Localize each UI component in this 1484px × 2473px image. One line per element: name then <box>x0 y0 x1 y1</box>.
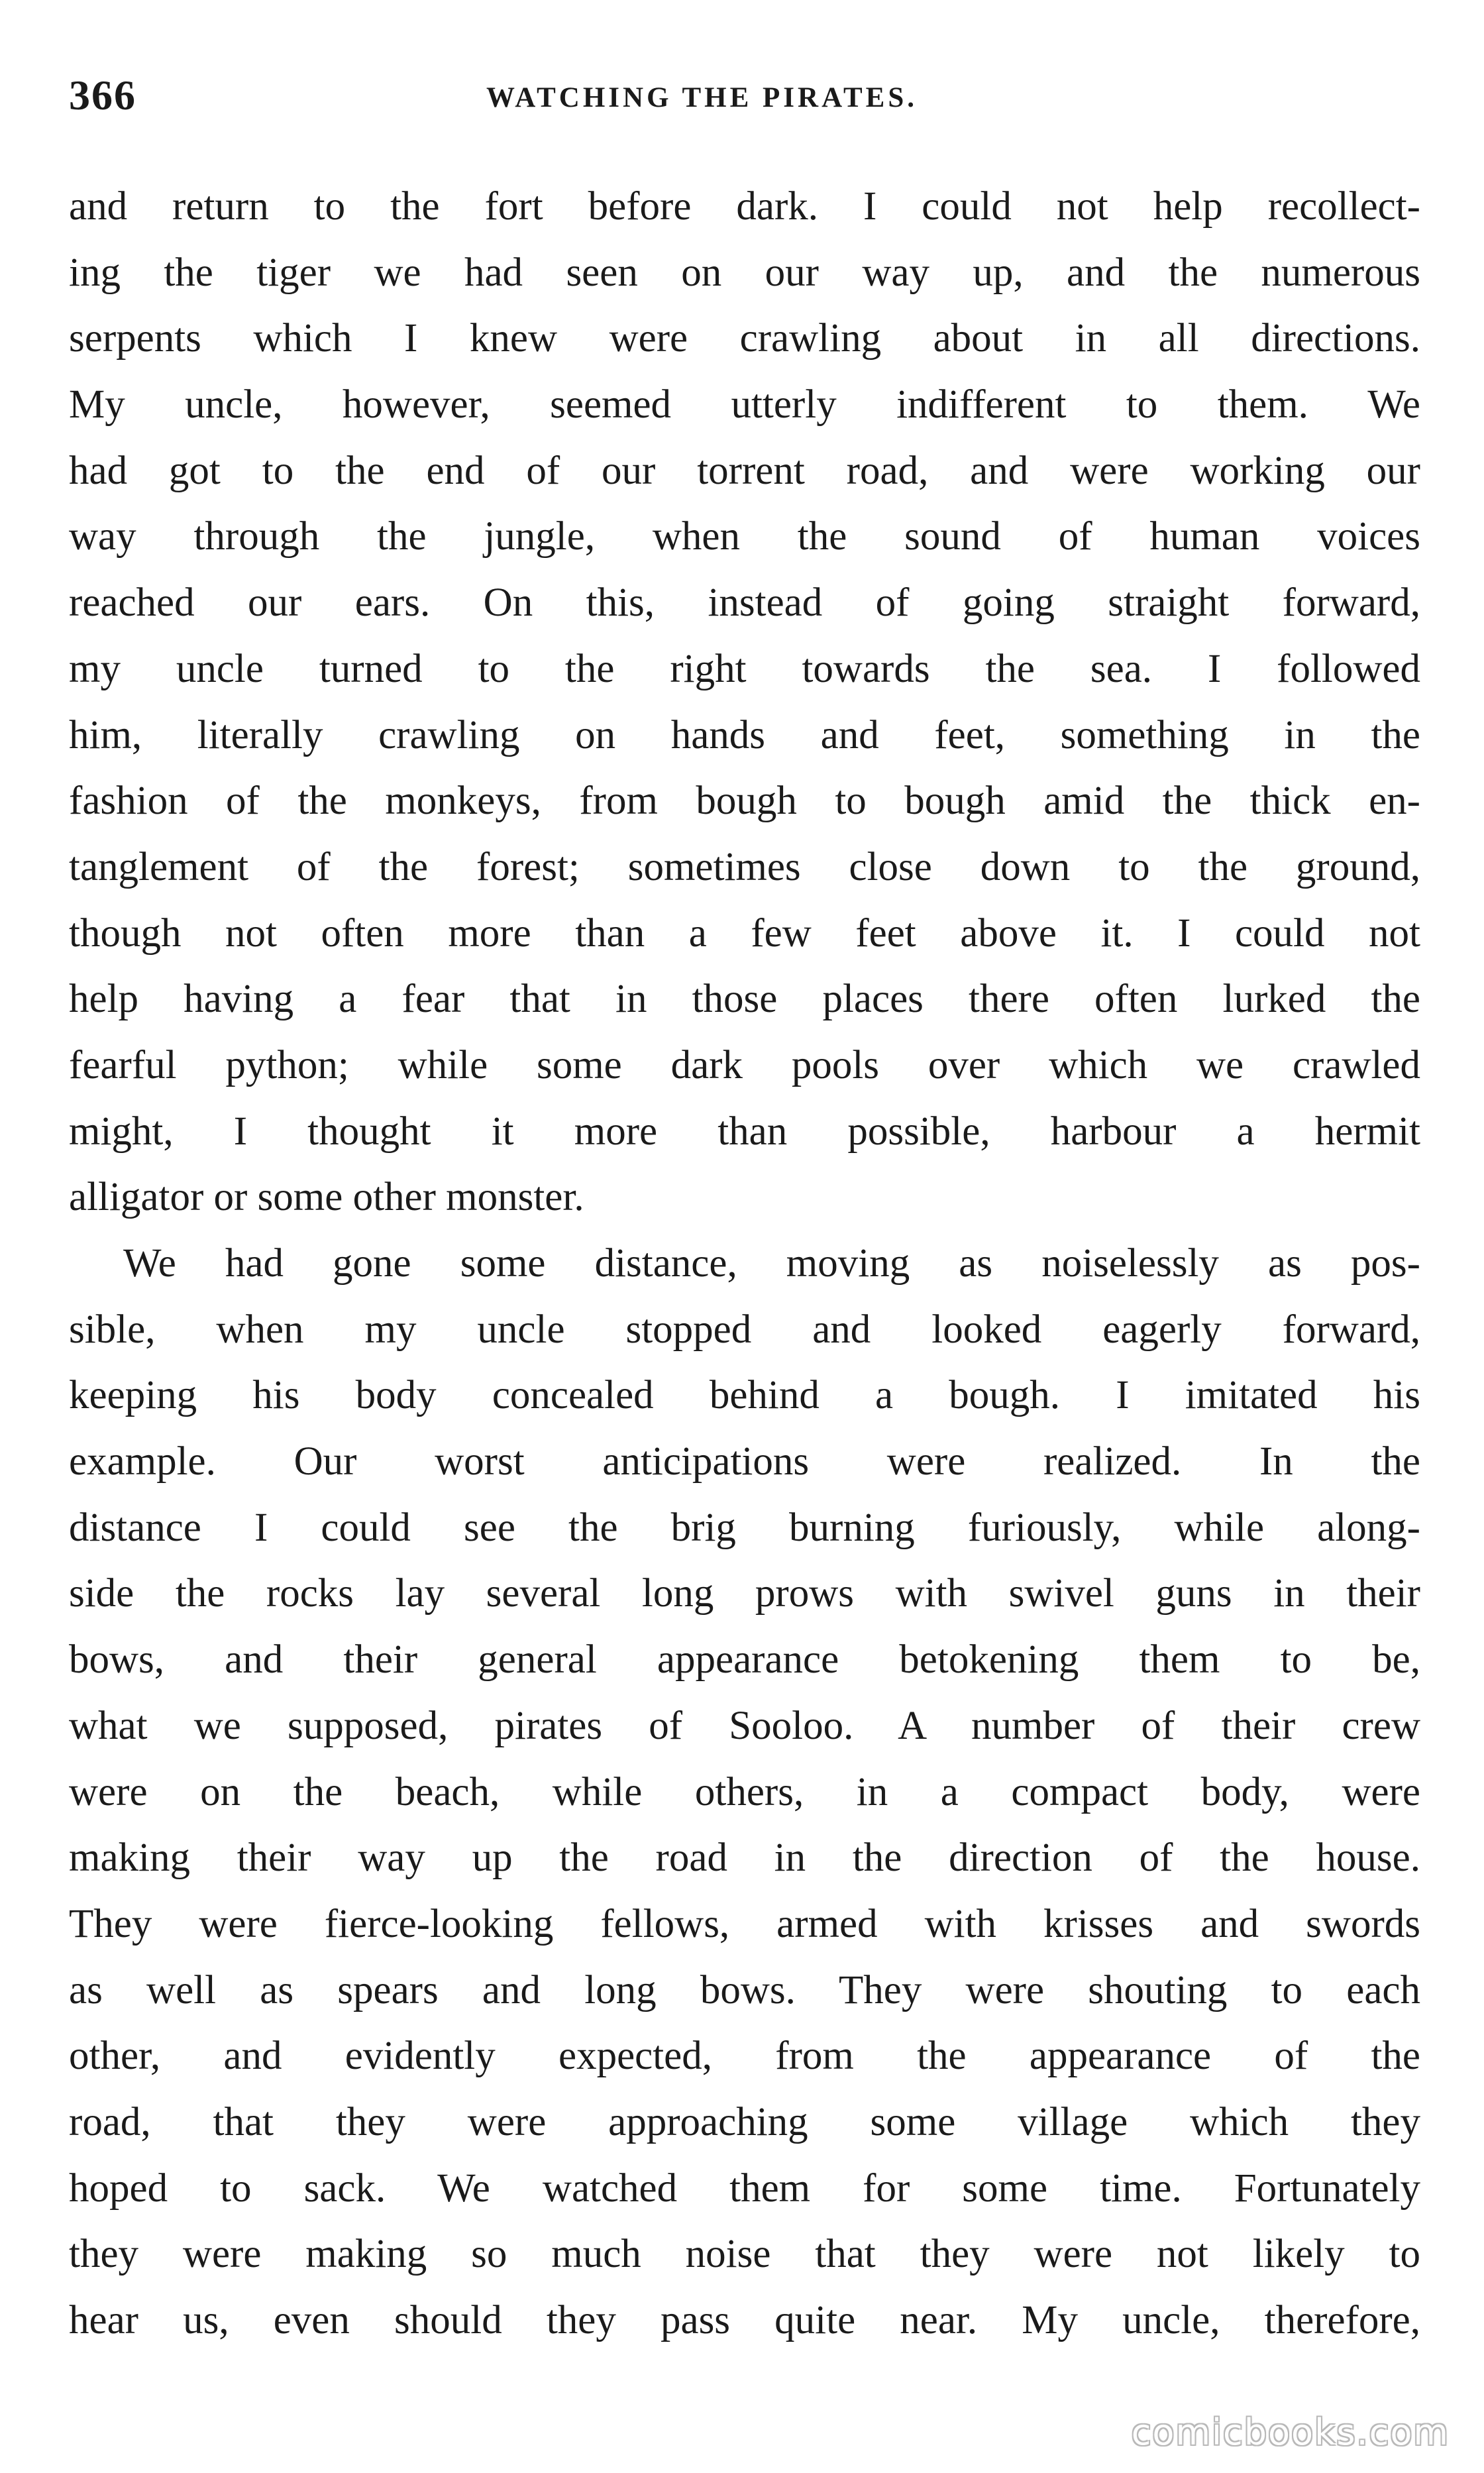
text-line-12: though not often more than a few feet above it. I could not <box>69 910 1420 956</box>
text-line-32: they were making so much noise that they were not likely to <box>69 2232 1420 2277</box>
text-line-11: tanglement of the forest; sometimes close down to the ground, <box>69 844 1420 889</box>
page-number: 366 <box>69 72 136 119</box>
running-title: WATCHING THE PIRATES. <box>486 82 918 113</box>
text-line-29: other, and evidently expected, from the appearance of the <box>69 2034 1420 2079</box>
text-line-18: sible, when my uncle stopped and looked eagerly forward, <box>69 1307 1420 1352</box>
text-line-8: my uncle turned to the right towards the sea. I followed <box>69 646 1420 691</box>
text-line-31: hoped to sack. We watched them for some time. Fortunately <box>69 2166 1420 2211</box>
text-line-15: might, I thought it more than possible, harbour a hermit <box>69 1109 1420 1154</box>
text-line-19: keeping his body concealed behind a bough. I imitated his <box>69 1373 1420 1418</box>
text-line-6: way through the jungle, when the sound of human voices <box>69 514 1420 559</box>
text-line-25: were on the beach, while others, in a compact body, were <box>69 1769 1420 1814</box>
text-line-20: example. Our worst anticipations were realized. In the <box>69 1439 1420 1484</box>
text-line-24: what we supposed, pirates of Sooloo. A number of their crew <box>69 1703 1420 1748</box>
text-line-5: had got to the end of our torrent road, and were working our <box>69 448 1420 493</box>
text-line-17: We had gone some distance, moving as noiselessly as pos- <box>123 1241 1420 1286</box>
text-line-4: My uncle, however, seemed utterly indifferent to them. We <box>69 382 1420 427</box>
text-line-30: road, that they were approaching some village which they <box>69 2099 1420 2144</box>
text-line-2: ing the tiger we had seen on our way up, and the numerous <box>69 250 1420 295</box>
text-line-16: alligator or some other monster. <box>69 1175 584 1220</box>
watermark: comicbooks.com <box>1131 2411 1450 2453</box>
text-line-13: help having a fear that in those places there often lurked the <box>69 977 1420 1022</box>
text-line-21: distance I could see the brig burning furiously, while along- <box>69 1505 1420 1550</box>
text-line-1: and return to the fort before dark. I could not help recollect- <box>69 184 1420 229</box>
text-line-14: fearful python; while some dark pools over which we crawled <box>69 1042 1420 1087</box>
text-line-10: fashion of the monkeys, from bough to bough amid the thick en- <box>69 779 1420 824</box>
text-line-9: him, literally crawling on hands and feet, something in the <box>69 712 1420 757</box>
text-line-3: serpents which I knew were crawling about in all directions. <box>69 316 1420 361</box>
text-line-28: as well as spears and long bows. They were shouting to each <box>69 1967 1420 2012</box>
running-head <box>69 69 1415 122</box>
text-line-7: reached our ears. On this, instead of going straight forward, <box>69 580 1420 626</box>
text-line-26: making their way up the road in the direction of the house. <box>69 1836 1420 1881</box>
text-line-23: bows, and their general appearance betokening them to be, <box>69 1637 1420 1682</box>
text-line-33: hear us, even should they pass quite near. My uncle, therefore, <box>69 2298 1420 2342</box>
text-line-22: side the rocks lay several long prows with swivel guns in their <box>69 1571 1420 1616</box>
text-line-27: They were fierce-looking fellows, armed with krisses and swords <box>69 1901 1420 1946</box>
body-text <box>69 174 1420 2354</box>
